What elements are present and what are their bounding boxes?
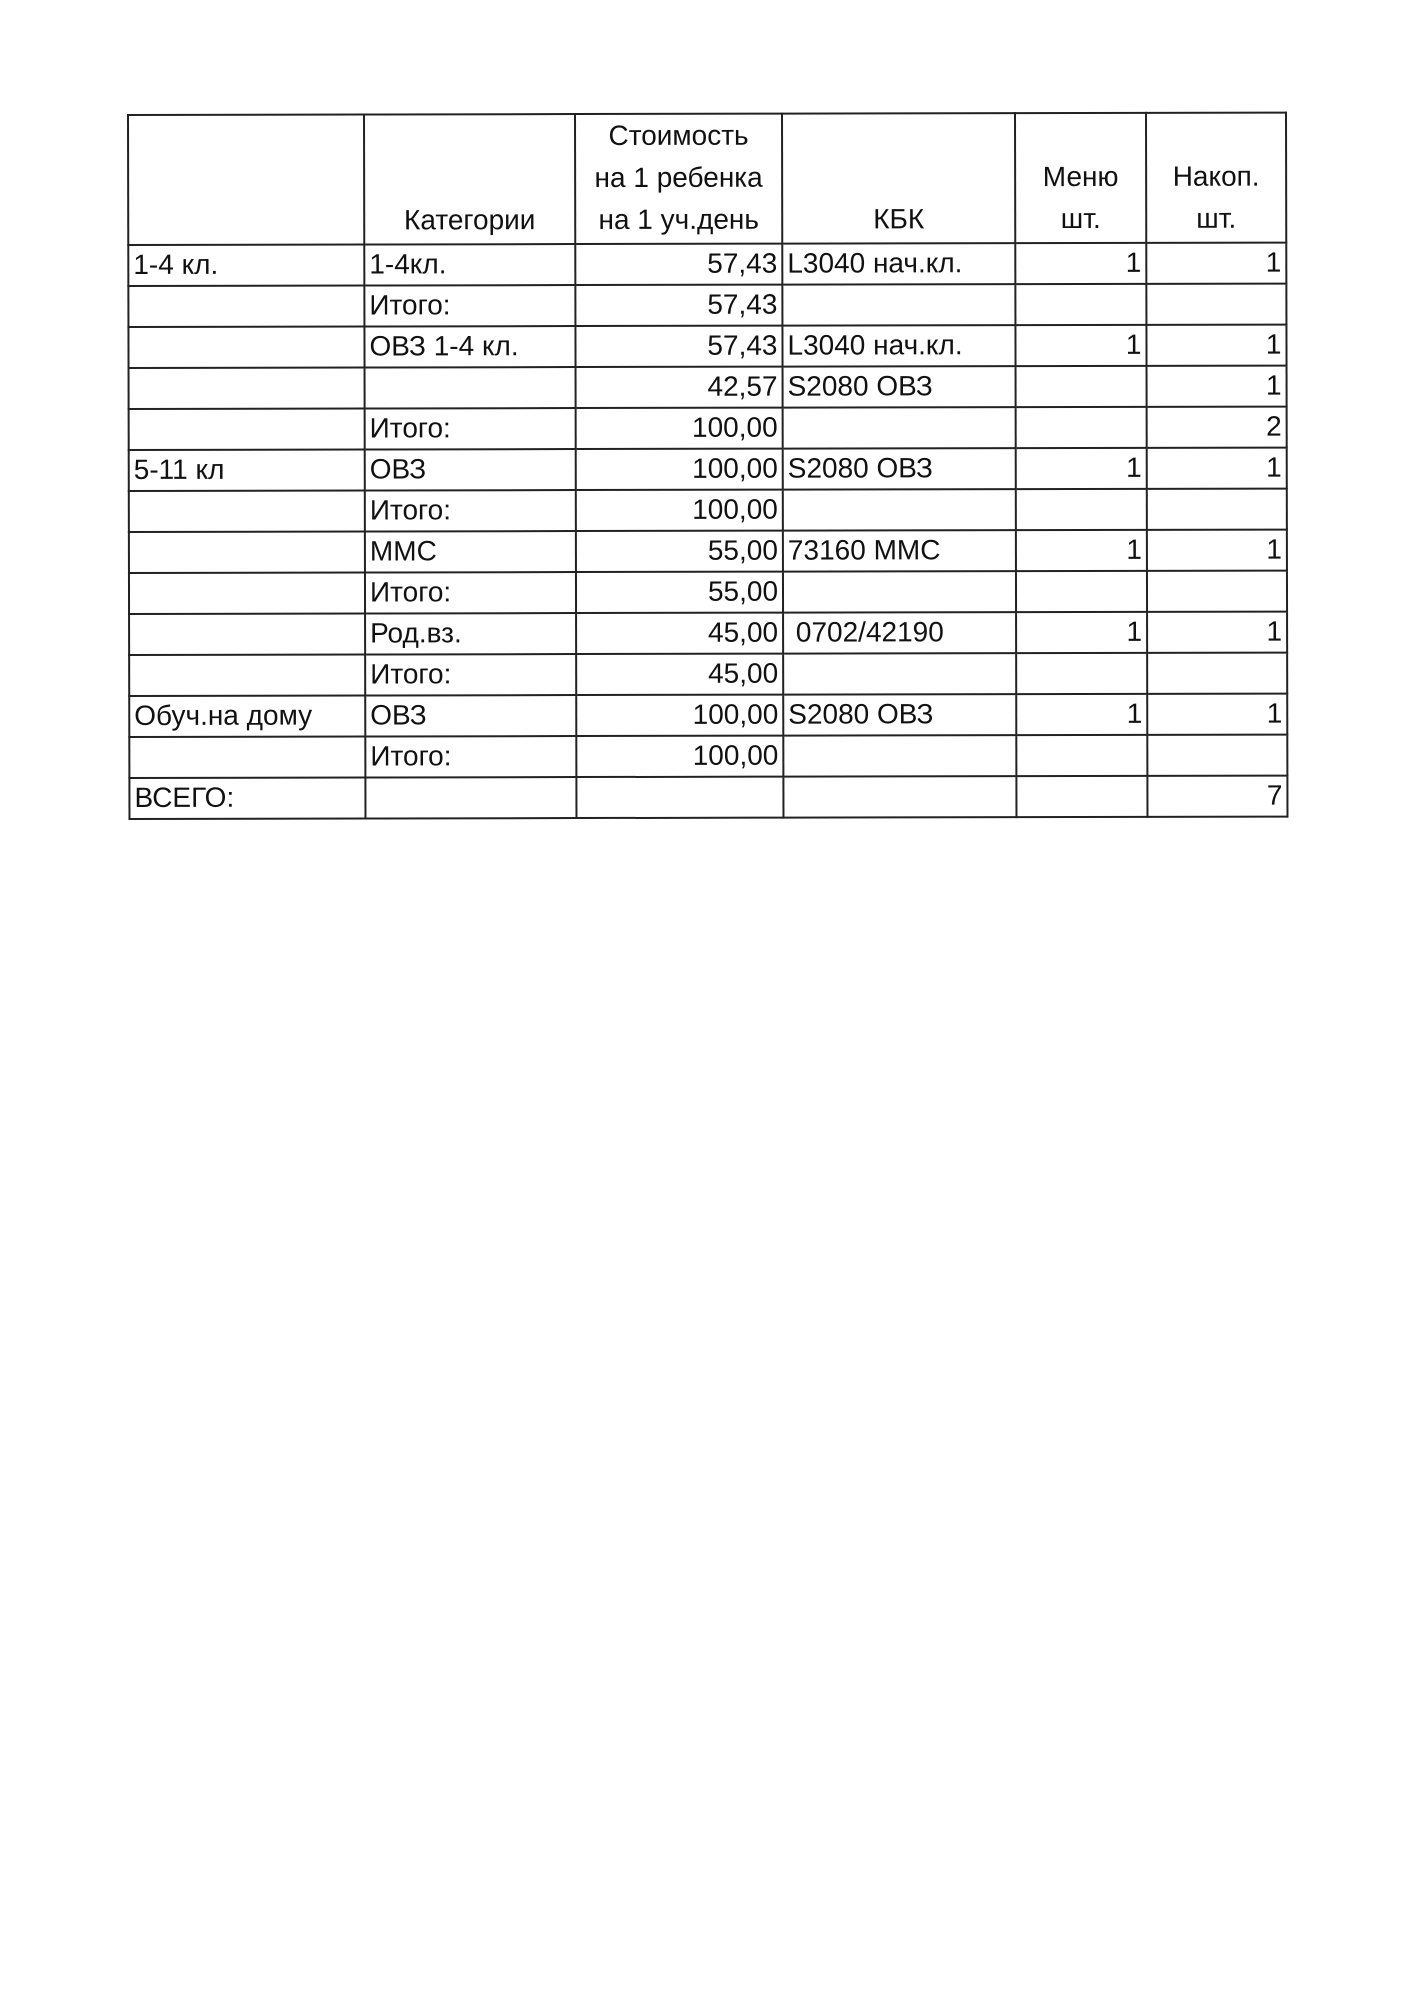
cell-kbk: S2080 ОВЗ [783,694,1016,735]
cell-kbk: S2080 ОВЗ [783,366,1016,407]
cell-cost: 45,00 [576,613,783,654]
cell-category: ММС [365,531,576,572]
cell-menu [1015,284,1146,325]
cell-menu [1016,735,1147,776]
cell-group [129,655,365,696]
cell-menu [1016,366,1147,407]
cell-category: Итого: [365,490,576,531]
table-row [129,612,1287,655]
cell-accum: 1 [1146,325,1286,366]
cell-accum: 2 [1147,407,1287,448]
header-menu-line-1: Меню [1042,160,1119,193]
cell-accum: 1 [1147,366,1287,407]
cell-cost: 57,43 [575,244,782,285]
header-accum [1146,113,1286,243]
cell-menu [1016,407,1147,448]
cell-group: Обуч.на дому [129,696,365,737]
cell-category: Итого: [364,285,575,326]
cell-accum: 1 [1147,694,1287,735]
cell-category: Итого: [365,654,576,695]
cell-menu [1016,489,1147,530]
cell-menu: 1 [1015,243,1146,284]
cell-menu: 1 [1016,448,1147,489]
cell-accum: 1 [1147,448,1287,489]
table-row [129,653,1287,696]
cell-group [129,532,365,573]
cell-cost: 100,00 [576,449,783,490]
cell-category: ОВЗ [365,449,576,490]
cell-cost: 100,00 [576,695,783,736]
cell-group: 1-4 кл. [128,245,364,286]
header-cost-line-3: на 1 уч.день [598,203,760,236]
cell-group [129,491,365,532]
header-category [364,114,575,244]
cell-cost: 42,57 [576,367,783,408]
cell-kbk [783,407,1016,448]
cell-group [129,573,365,614]
header-kbk-label: КБК [873,203,925,235]
cell-accum [1147,571,1287,612]
cell-group: ВСЕГО: [129,778,365,819]
header-accum-line-2: шт. [1196,202,1237,234]
cell-category: Итого: [365,736,576,777]
header-cost-line-1: Стоимость [608,119,749,151]
cell-group [129,614,365,655]
header-group [128,115,364,245]
cell-group [129,409,365,450]
table-row [129,530,1287,573]
cell-kbk [782,284,1015,325]
cell-cost [576,777,783,818]
table-row [129,366,1287,409]
cell-menu [1016,653,1147,694]
cell-accum [1147,489,1287,530]
cell-accum [1146,284,1286,325]
cell-category [365,777,576,818]
table-row [129,448,1287,491]
cell-category: Итого: [365,572,576,613]
table-row [129,735,1287,778]
cell-cost: 100,00 [576,736,783,777]
header-kbk [782,113,1015,243]
cell-menu [1016,571,1147,612]
cell-accum: 1 [1147,612,1287,653]
cell-menu: 1 [1015,325,1146,366]
cell-cost: 45,00 [576,654,783,695]
cell-kbk [783,489,1016,530]
header-menu-line-2: шт. [1060,202,1101,235]
cell-kbk: 73160 ММС [783,530,1016,571]
cell-cost: 55,00 [576,572,783,613]
header-category-label: Категории [404,204,536,236]
table-row [129,489,1287,532]
table-header-row [128,113,1286,245]
cell-accum: 7 [1147,776,1287,817]
table-row [128,325,1286,368]
table-row [129,407,1287,450]
cell-cost: 55,00 [576,531,783,572]
table-row [129,571,1287,614]
cell-cost: 57,43 [575,326,782,367]
cell-accum [1147,653,1287,694]
cell-group: 5-11 кл [129,450,365,491]
table-row [128,243,1286,286]
cell-category: ОВЗ 1-4 кл. [364,326,575,367]
header-accum-line-1: Накоп. [1172,160,1260,192]
cell-category [365,367,576,408]
header-menu [1015,113,1146,243]
cell-cost: 100,00 [576,408,783,449]
cell-cost: 57,43 [575,285,782,326]
cell-category: Род.вз. [365,613,576,654]
cell-group [129,368,365,409]
cost-table [127,112,1288,820]
cell-accum: 1 [1147,530,1287,571]
cell-kbk: L3040 нач.кл. [782,243,1015,284]
cell-kbk [783,571,1016,612]
cell-group [128,286,364,327]
cell-kbk [783,776,1016,817]
cell-category: ОВЗ [365,695,576,736]
cell-kbk [783,735,1016,776]
cell-menu: 1 [1016,694,1147,735]
cell-cost: 100,00 [576,490,783,531]
table-row [129,694,1287,737]
cell-menu: 1 [1016,612,1147,653]
cell-category: 1-4кл. [364,244,575,285]
cell-category: Итого: [365,408,576,449]
cell-kbk: 0702/42190 [783,612,1016,653]
cell-kbk [783,653,1016,694]
cell-kbk: S2080 ОВЗ [783,448,1016,489]
cell-accum [1147,735,1287,776]
cell-kbk: L3040 нач.кл. [782,325,1015,366]
table-row-total [129,776,1287,819]
cell-group [128,327,364,368]
header-cost [575,114,782,244]
cell-group [129,737,365,778]
table-row [128,284,1286,327]
cell-menu [1016,776,1147,817]
cell-accum: 1 [1146,243,1286,284]
cell-menu: 1 [1016,530,1147,571]
header-cost-line-2: на 1 ребенка [594,161,763,194]
